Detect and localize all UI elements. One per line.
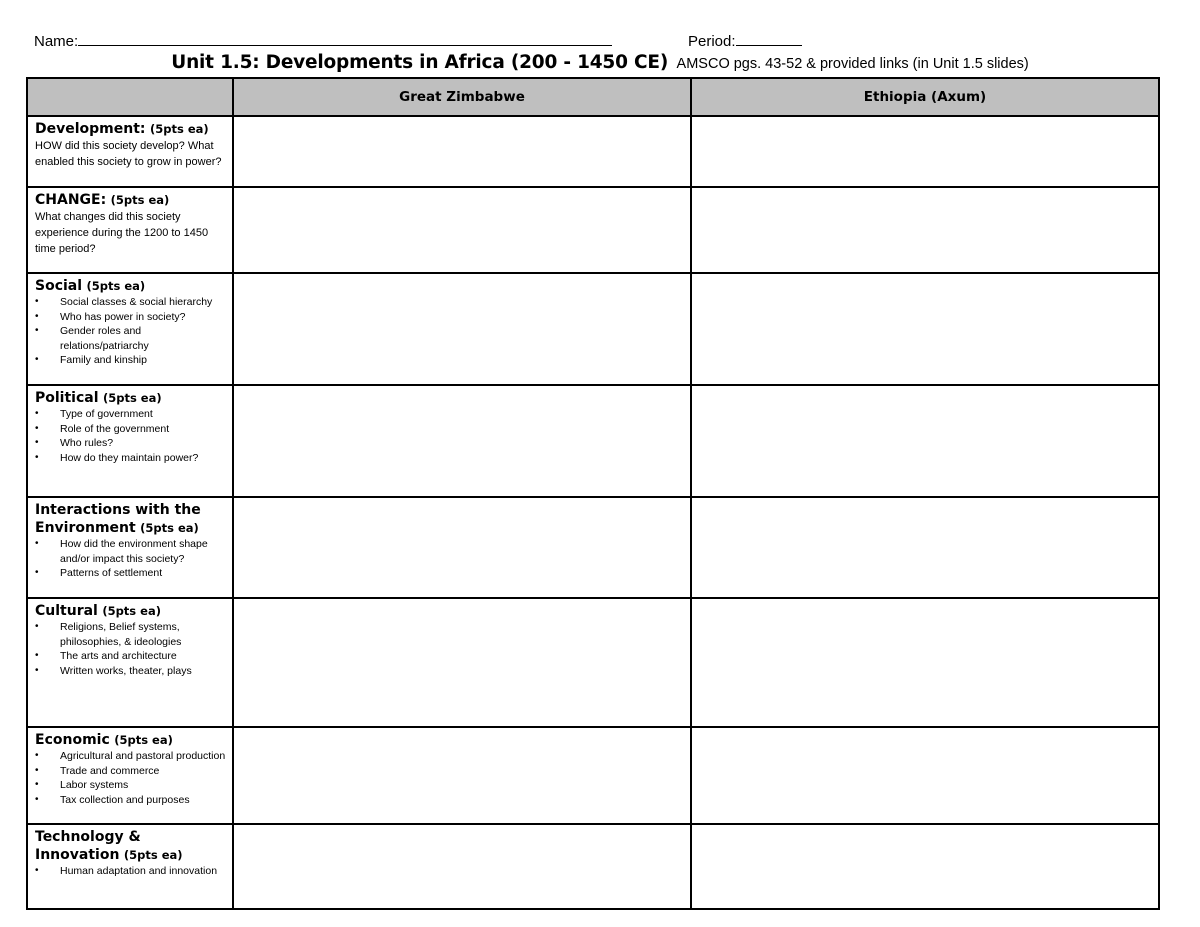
answer-cell-ethiopia-axum-environment[interactable]	[691, 497, 1159, 598]
header-cell-category	[27, 78, 233, 116]
title-main: Unit 1.5: Developments in Africa (200 - 1450 CE)	[171, 52, 669, 73]
category-points: (5pts ea)	[86, 279, 146, 293]
table-row-environment	[27, 497, 1159, 598]
answer-cell-great-zimbabwe-environment[interactable]	[233, 497, 691, 598]
category-heading	[35, 191, 228, 209]
period-blank-line[interactable]	[736, 30, 802, 46]
header-cell-ethiopia-axum: Ethiopia (Axum)	[691, 78, 1159, 116]
category-title: Political	[35, 390, 99, 406]
category-question: HOW did this society develop? What enabled this society to grow in power?	[35, 140, 222, 168]
category-cell-economic	[27, 727, 233, 824]
bullet-item: • The arts and architecture	[35, 649, 228, 664]
header-cell-great-zimbabwe: Great Zimbabwe	[233, 78, 691, 116]
category-points: (5pts ea)	[102, 604, 161, 618]
category-question: What changes did this society experience during the 1200 to 1450 time period?	[35, 211, 209, 255]
category-cell-political	[27, 385, 233, 497]
category-points: (5pts ea)	[140, 521, 199, 535]
category-bullet-list	[35, 864, 228, 879]
worksheet-title	[0, 52, 1200, 73]
category-points: (5pts ea)	[102, 391, 162, 405]
title-subtitle: AMSCO pgs. 43-52 & provided links (in Unit 1.5 slides)	[676, 56, 1029, 72]
name-label: Name:	[34, 33, 79, 50]
category-heading	[35, 602, 228, 620]
category-points: (5pts ea)	[123, 848, 183, 862]
table-row-development	[27, 116, 1159, 187]
bullet-item: • Labor systems	[35, 778, 228, 793]
answer-cell-great-zimbabwe-social[interactable]	[233, 273, 691, 385]
category-cell-environment	[27, 497, 233, 598]
category-cell-social	[27, 273, 233, 385]
bullet-item: • How do they maintain power?	[35, 451, 228, 466]
category-points: (5pts ea)	[110, 193, 170, 207]
period-label: Period:	[688, 33, 736, 50]
answer-cell-great-zimbabwe-technology[interactable]	[233, 824, 691, 909]
table-row-technology	[27, 824, 1159, 909]
category-heading	[35, 501, 228, 537]
category-heading	[35, 731, 228, 749]
answer-cell-ethiopia-axum-economic[interactable]	[691, 727, 1159, 824]
category-bullet-list	[35, 749, 228, 807]
category-cell-change	[27, 187, 233, 273]
comparison-table	[26, 77, 1160, 910]
table-row-economic	[27, 727, 1159, 824]
table-row-change	[27, 187, 1159, 273]
category-points: (5pts ea)	[114, 733, 173, 747]
category-bullet-list	[35, 537, 228, 581]
bullet-item: • Trade and commerce	[35, 764, 228, 779]
bullet-item: • Family and kinship	[35, 353, 228, 368]
table-row-cultural	[27, 598, 1159, 727]
bullet-item: • Role of the government	[35, 422, 228, 437]
category-heading	[35, 120, 228, 138]
table-row-political	[27, 385, 1159, 497]
bullet-item: • Who has power in society?	[35, 310, 228, 325]
answer-cell-ethiopia-axum-change[interactable]	[691, 187, 1159, 273]
answer-cell-ethiopia-axum-technology[interactable]	[691, 824, 1159, 909]
answer-cell-great-zimbabwe-political[interactable]	[233, 385, 691, 497]
table-header-row	[27, 78, 1159, 116]
bullet-item: • Agricultural and pastoral production	[35, 749, 228, 764]
answer-cell-great-zimbabwe-development[interactable]	[233, 116, 691, 187]
category-cell-cultural	[27, 598, 233, 727]
bullet-item: • Patterns of settlement	[35, 566, 228, 581]
category-title: Economic	[35, 732, 110, 748]
category-bullet-list	[35, 620, 228, 678]
answer-cell-ethiopia-axum-political[interactable]	[691, 385, 1159, 497]
category-cell-technology	[27, 824, 233, 909]
category-title: CHANGE:	[35, 192, 107, 208]
category-heading	[35, 277, 228, 295]
category-points: (5pts ea)	[149, 122, 209, 136]
period-field[interactable]	[688, 30, 802, 50]
bullet-item: • Human adaptation and innovation	[35, 864, 228, 879]
answer-cell-ethiopia-axum-cultural[interactable]	[691, 598, 1159, 727]
header-line	[34, 30, 1164, 52]
bullet-item: • How did the environment shape and/or impact this society?	[35, 537, 228, 566]
bullet-item: • Written works, theater, plays	[35, 664, 228, 679]
bullet-item: • Religions, Belief systems, philosophies, & ideologies	[35, 620, 228, 649]
answer-cell-ethiopia-axum-social[interactable]	[691, 273, 1159, 385]
bullet-item: • Who rules?	[35, 436, 228, 451]
answer-cell-great-zimbabwe-change[interactable]	[233, 187, 691, 273]
category-bullet-list	[35, 295, 228, 368]
answer-cell-ethiopia-axum-development[interactable]	[691, 116, 1159, 187]
category-title: Development:	[35, 121, 146, 137]
category-title: Technology & Innovation	[35, 829, 141, 863]
answer-cell-great-zimbabwe-cultural[interactable]	[233, 598, 691, 727]
table-row-social	[27, 273, 1159, 385]
bullet-item: • Gender roles and relations/patriarchy	[35, 324, 228, 353]
category-title: Social	[35, 278, 83, 294]
bullet-item: • Type of government	[35, 407, 228, 422]
bullet-item: • Tax collection and purposes	[35, 793, 228, 808]
category-title: Interactions with the Environment	[35, 502, 201, 536]
category-heading	[35, 389, 228, 407]
name-field[interactable]	[34, 30, 612, 50]
category-bullet-list	[35, 407, 228, 465]
answer-cell-great-zimbabwe-economic[interactable]	[233, 727, 691, 824]
category-title: Cultural	[35, 603, 98, 619]
name-blank-line[interactable]	[78, 30, 612, 46]
category-cell-development	[27, 116, 233, 187]
category-heading	[35, 828, 228, 864]
bullet-item: • Social classes & social hierarchy	[35, 295, 228, 310]
